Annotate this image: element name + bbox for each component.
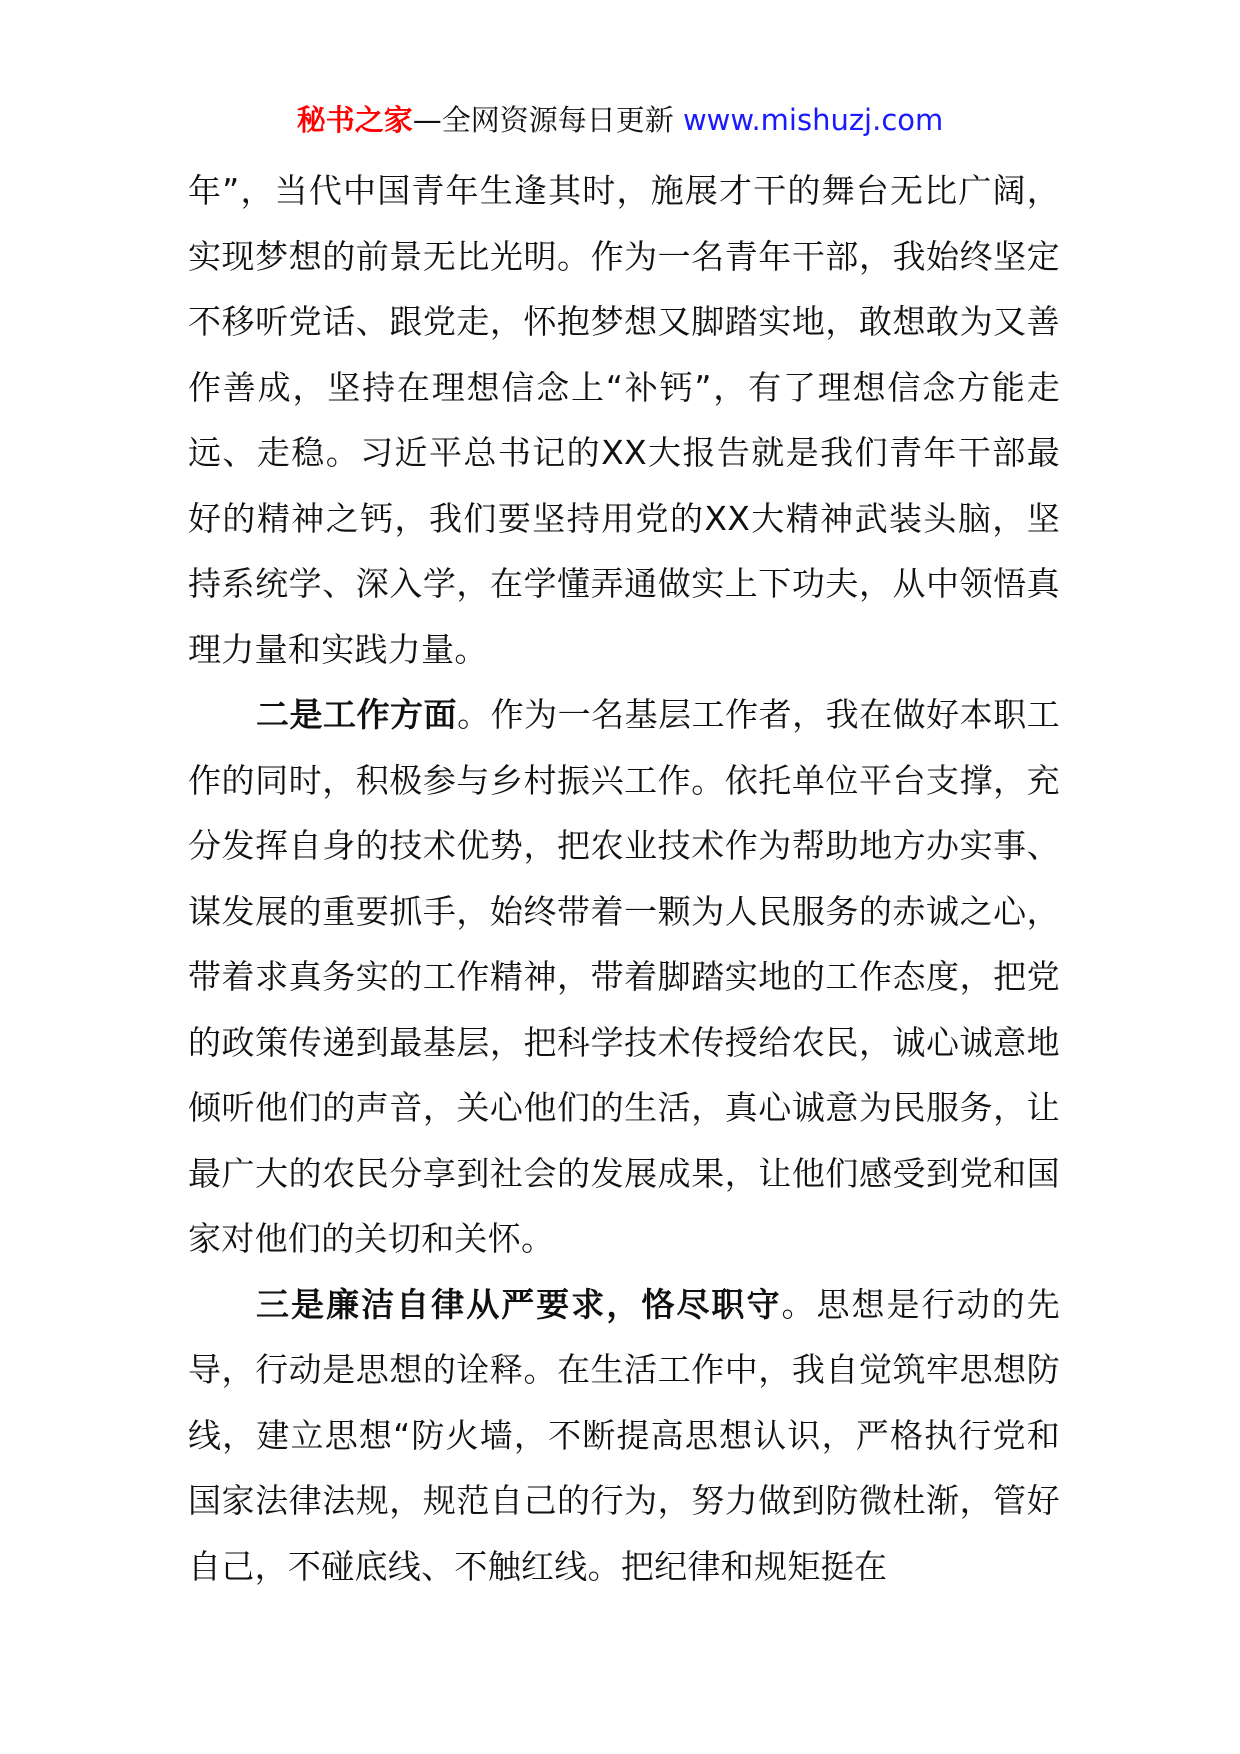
brand-name: 秘书之家: [296, 103, 413, 137]
paragraph-integrity: [188, 1272, 1060, 1600]
header-tagline: —全网资源每日更新: [412, 103, 674, 137]
document-body: [188, 158, 1060, 1599]
site-url-link[interactable]: www.mishuzj.com: [682, 103, 944, 137]
paragraph-heading: 三是廉洁自律从严要求，恪尽职守: [256, 1284, 782, 1324]
paragraph-text: 年”，当代中国青年生逢其时，施展才干的舞台无比广阔，实现梦想的前景无比光明。作为一名青年干部，我始终坚定不移听党话、跟党走，怀抱梦想又脚踏实地，敢想敢为又善作善成，坚持在理想信念上“补钙”，有了理想信念方能走远、走稳。习近平总书记的XX大报告就是我们青年干部最好的精神之钙，我们要坚持用党的XX大精神武装头脑，坚持系统学、深入学，在学懂弄通做实上下功夫，从中领悟真理力量和实践力量。: [188, 171, 1060, 669]
page-header: [0, 100, 1240, 140]
paragraph-text: 。作为一名基层工作者，我在做好本职工作的同时，积极参与乡村振兴工作。依托单位平台支撑，充分发挥自身的技术优势，把农业技术作为帮助地方办实事、谋发展的重要抓手，始终带着一颗为人民服务的赤诚之心，带着求真务实的工作精神，带着脚踏实地的工作态度，把党的政策传递到最基层，把科学技术传授给农民，诚心诚意地倾听他们的声音，关心他们的生活，真心诚意为民服务，让最广大的农民分享到社会的发展成果，让他们感受到党和国家对他们的关切和关怀。: [188, 695, 1060, 1258]
paragraph-continued: [188, 158, 1060, 682]
paragraph-work: [188, 682, 1060, 1272]
paragraph-heading: 二是工作方面: [256, 695, 458, 734]
paragraph-text: 。思想是行动的先导，行动是思想的诠释。在生活工作中，我自觉筑牢思想防线，建立思想“防火墙，不断提高思想认识，严格执行党和国家法律法规，规范自己的行为，努力做到防微杜渐，管好自己，不碰底线、不触红线。把纪律和规矩挺在: [188, 1284, 1061, 1586]
